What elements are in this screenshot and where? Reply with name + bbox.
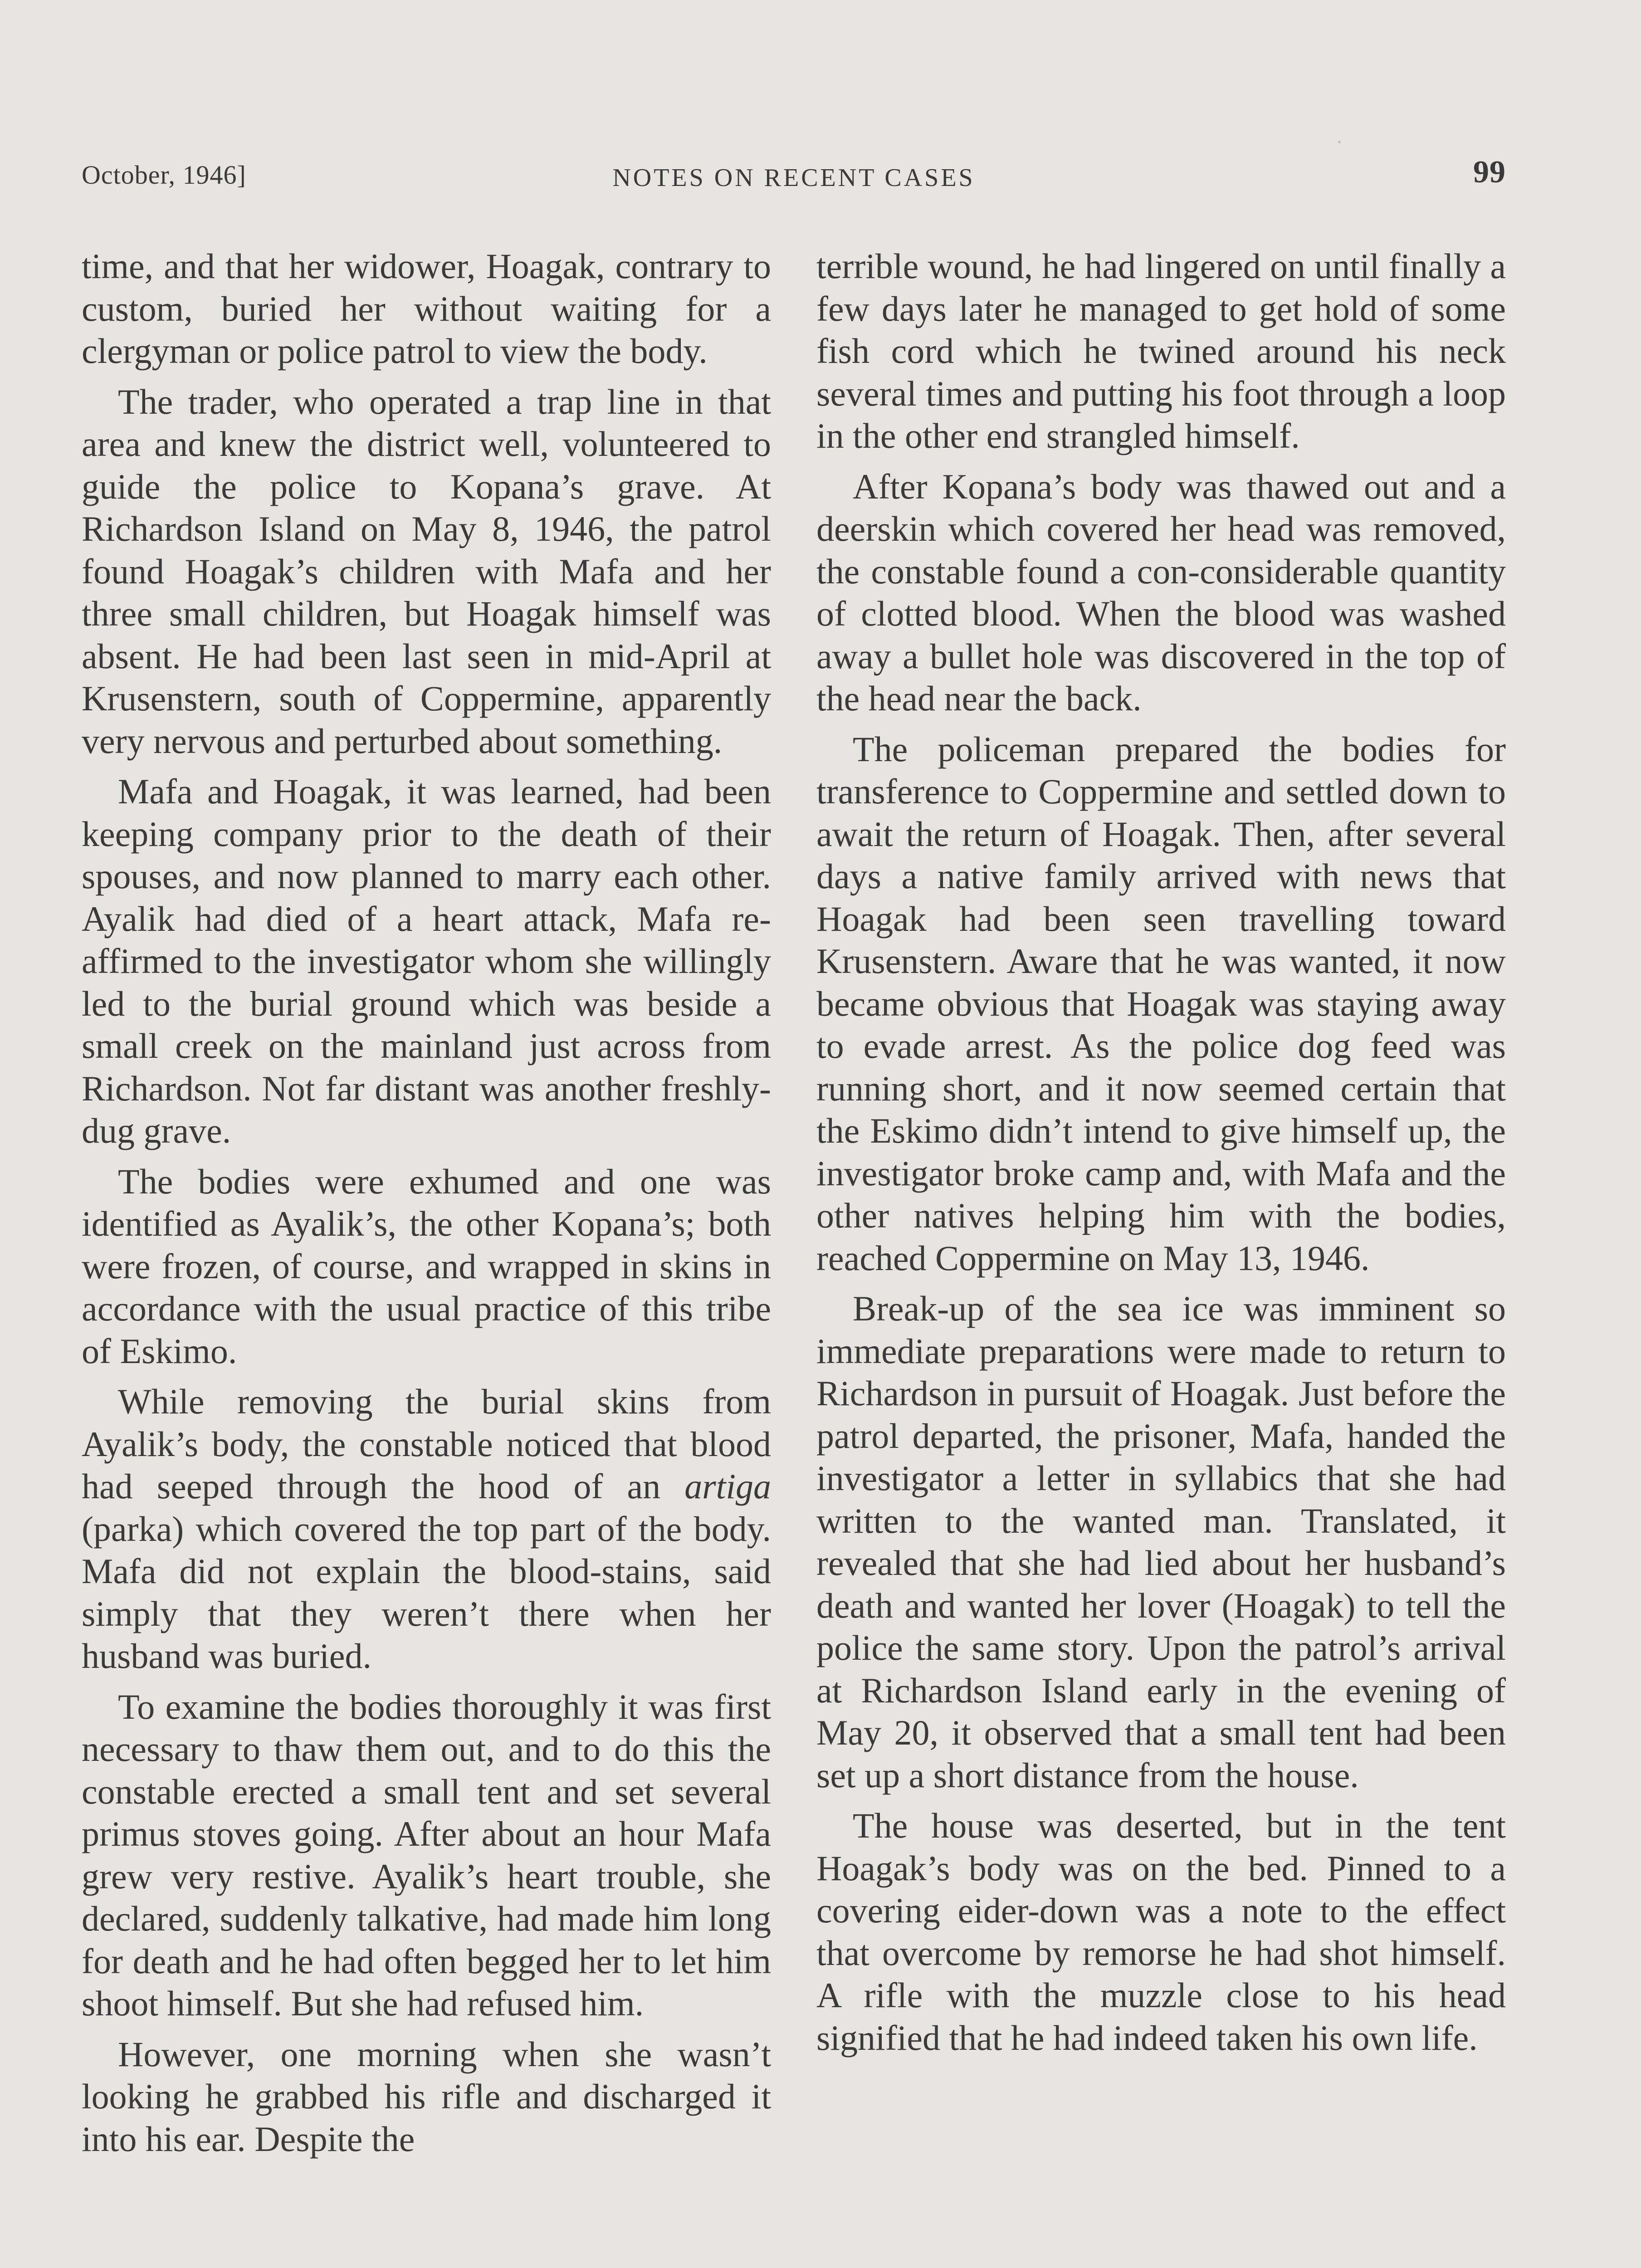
- paragraph-text: While removing the burial skins from Ayalik’s body, the constable noticed that blood had seeped through the hood of an: [82, 1382, 771, 1506]
- page-number: 99: [1473, 155, 1506, 190]
- paragraph: To examine the bodies thoroughly it was first necessary to thaw them out, and to do this the constable erected a small tent and set several primus stoves going. After about an hour Mafa grew very restive. Ayalik’s heart trouble, she declared, suddenly talkative, had made him long for death and he had often begged her to let him shoot himself. But she had refused him.: [82, 1686, 771, 2023]
- paragraph: The policeman prepared the bodies for transference to Coppermine and settled down to await the return of Hoagak. Then, after several days a native family arrived with news that Hoagak had been seen travelling toward Krusenstern. Aware that he was wanted, it now became obvious that Hoagak was staying away to evade arrest. As the police dog feed was running short, and it now seemed certain that the Eskimo didn’t intend to give himself up, the investigator broke camp and, with Mafa and the other natives helping him with the bodies, reached Coppermine on May 13, 1946.: [816, 729, 1506, 1278]
- paragraph: [82, 1380, 771, 1677]
- paragraph: However, one morning when she wasn’t looking he grabbed his rifle and discharged it into his ear. Despite the: [82, 2034, 771, 2159]
- paragraph: time, and that her widower, Hoagak, contrary to custom, buried her without waiting for a clergyman or police patrol to view the body.: [82, 246, 771, 371]
- section-title: NOTES ON RECENT CASES: [612, 164, 975, 192]
- paragraph-text: (parka) which covered the top part of the body. Mafa did not explain the blood-stains, said simply that they weren’t there when her husband was buried.: [82, 1509, 771, 1676]
- paragraph: After Kopana’s body was thawed out and a deerskin which covered her head was removed, the constable found a con-considerable quantity of clotted blood. When the blood was washed away a bullet hole was discovered in the top of the head near the back.: [816, 466, 1506, 718]
- paragraph: The house was deserted, but in the tent Hoagak’s body was on the bed. Pinned to a covering eider-down was a note to the effect that overcome by remorse he had shot himself. A rifle with the muzzle close to his head signified that he had indeed taken his own life.: [816, 1806, 1506, 2058]
- paper-speck: [1338, 141, 1341, 143]
- left-column: [82, 245, 771, 2160]
- italic-term: artiga: [684, 1466, 771, 1506]
- paragraph: Mafa and Hoagak, it was learned, had been keeping company prior to the death of their spouses, and now planned to marry each other. Ayalik had died of a heart attack, Mafa re-affirmed to the investigator whom she willingly led to the burial ground which was beside a small creek on the mainland just across from Richardson. Not far distant was another freshly-dug grave.: [82, 772, 771, 1150]
- paragraph: The bodies were exhumed and one was identified as Ayalik’s, the other Kopana’s; both were frozen, of course, and wrapped in skins in accordance with the usual practice of this tribe of Eskimo.: [82, 1161, 771, 1371]
- paragraph: The trader, who operated a trap line in that area and knew the district well, volunteered to guide the police to Kopana’s grave. At Richardson Island on May 8, 1946, the patrol found Hoagak’s children with Mafa and her three small children, but Hoagak himself was absent. He had been last seen in mid-April at Krusenstern, south of Coppermine, apparently very nervous and perturbed about something.: [82, 381, 771, 761]
- issue-date: October, 1946]: [82, 160, 246, 190]
- paragraph: terrible wound, he had lingered on until finally a few days later he managed to get hold of some fish cord which he twined around his neck several times and putting his foot through a loop in the other end strangled himself.: [816, 246, 1506, 455]
- paragraph: Break-up of the sea ice was imminent so immediate preparations were made to return to Richardson in pursuit of Hoagak. Just before the patrol departed, the prisoner, Mafa, handed the investigator a letter in syllabics that she had written to the wanted man. Translated, it revealed that she had lied about her husband’s death and wanted her lover (Hoagak) to tell the police the same story. Upon the patrol’s arrival at Richardson Island early in the evening of May 20, it observed that a small tent had been set up a short distance from the house.: [816, 1289, 1506, 1795]
- running-head: [82, 154, 1506, 204]
- right-column: [816, 245, 1506, 2059]
